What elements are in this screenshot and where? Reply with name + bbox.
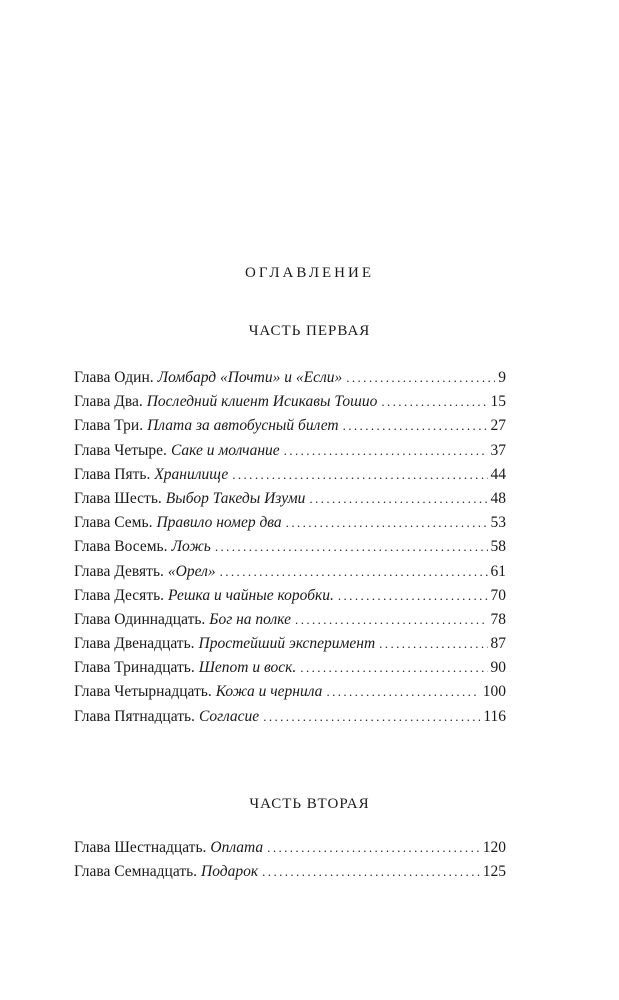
toc-entry [74, 860, 506, 884]
toc-entry [74, 560, 506, 584]
chapter-title: Хранилище [154, 465, 229, 483]
page-number: 61 [490, 562, 506, 580]
toc-entry [74, 366, 506, 390]
chapter-title: Последний клиент Исикавы Тошио [146, 393, 378, 411]
dot-leader [346, 366, 495, 390]
chapter-title: Выбор Такеды Изуми [165, 489, 306, 507]
chapter-number: Глава Семь. [74, 514, 153, 532]
dot-leader [262, 860, 480, 884]
dot-leader [381, 390, 487, 414]
toc-entry [74, 608, 506, 632]
chapter-number: Глава Двенадцать. [74, 635, 195, 653]
page-number: 44 [490, 465, 506, 483]
toc-entry [74, 836, 506, 860]
chapter-number: Глава Одиннадцать. [74, 610, 206, 628]
chapter-title: Простейший эксперимент [198, 635, 376, 653]
toc-entry [74, 439, 506, 463]
chapter-number: Глава Четырнадцать. [74, 683, 212, 701]
chapter-title: «Орел» [167, 562, 216, 580]
part-heading-2: ЧАСТЬ ВТОРАЯ [249, 796, 370, 812]
chapter-title: Плата за автобусный билет [147, 417, 339, 435]
toc-entry [74, 487, 506, 511]
chapter-number: Глава Десять. [74, 586, 165, 604]
chapter-number: Глава Пятнадцать. [74, 707, 195, 725]
toc-entry [74, 414, 506, 438]
dot-leader [215, 535, 488, 559]
chapter-title: Подарок [201, 863, 259, 881]
chapter-number: Глава Девять. [74, 562, 164, 580]
page-number: 78 [490, 610, 506, 628]
dot-leader [338, 584, 488, 608]
chapter-title: Саке и молчание [170, 441, 280, 459]
chapter-title: Правило номер два [156, 514, 282, 532]
chapter-number: Глава Шесть. [74, 489, 162, 507]
chapter-number: Глава Четыре. [74, 441, 167, 459]
page-number: 70 [490, 586, 506, 604]
toc-entry [74, 656, 506, 680]
toc-entry [74, 511, 506, 535]
chapter-number: Глава Семнадцать. [74, 863, 198, 881]
page-number: 9 [498, 369, 506, 386]
dot-leader [326, 680, 479, 704]
toc-entry [74, 680, 506, 704]
chapter-title: Решка и чайные коробки. [168, 586, 334, 604]
page-number: 37 [490, 441, 506, 459]
chapter-title: Оплата [210, 839, 264, 856]
page-number: 100 [482, 683, 506, 701]
page-number: 90 [490, 659, 506, 677]
page-number: 125 [482, 863, 506, 881]
dot-leader [379, 632, 487, 656]
chapter-title: Бог на полке [209, 610, 292, 628]
chapter-number: Глава Три. [74, 417, 144, 435]
part-heading-1: ЧАСТЬ ПЕРВАЯ [248, 323, 371, 339]
chapter-title: Шепот и воск. [198, 659, 297, 677]
dot-leader [267, 836, 480, 860]
chapter-number: Глава Два. [74, 393, 143, 411]
chapter-number: Глава Пять. [74, 465, 151, 483]
toc-entry [74, 463, 506, 487]
toc-entry [74, 705, 506, 729]
page-number: 87 [490, 635, 506, 653]
chapter-title: Кожа и чернила [215, 683, 323, 701]
page-number: 48 [490, 489, 506, 507]
dot-leader [309, 487, 487, 511]
toc-entry [74, 632, 506, 656]
toc-entry [74, 584, 506, 608]
page-number: 120 [482, 839, 506, 856]
dot-leader [284, 439, 488, 463]
toc-entry [74, 535, 506, 559]
page-number: 116 [483, 707, 506, 725]
toc-entry [74, 390, 506, 414]
dot-leader [343, 414, 488, 438]
chapter-number: Глава Восемь. [74, 538, 168, 556]
dot-leader [232, 463, 487, 487]
toc-title: ОГЛАВЛЕНИЕ [245, 265, 374, 281]
toc-list-part-2 [74, 836, 506, 884]
dot-leader [286, 511, 488, 535]
page-number: 53 [490, 514, 506, 532]
chapter-title: Согласие [198, 707, 260, 725]
page-number: 15 [490, 393, 506, 411]
page-number: 27 [490, 417, 506, 435]
chapter-title: Ломбард «Почти» и «Если» [157, 369, 343, 386]
chapter-number: Глава Шестнадцать. [74, 839, 207, 856]
toc-list-part-1 [74, 366, 506, 729]
chapter-title: Ложь [171, 538, 211, 556]
dot-leader [220, 560, 488, 584]
page-number: 58 [490, 538, 506, 556]
chapter-number: Глава Один. [74, 369, 154, 386]
chapter-number: Глава Тринадцать. [74, 659, 195, 677]
dot-leader [295, 608, 487, 632]
dot-leader [263, 705, 480, 729]
dot-leader [300, 656, 487, 680]
